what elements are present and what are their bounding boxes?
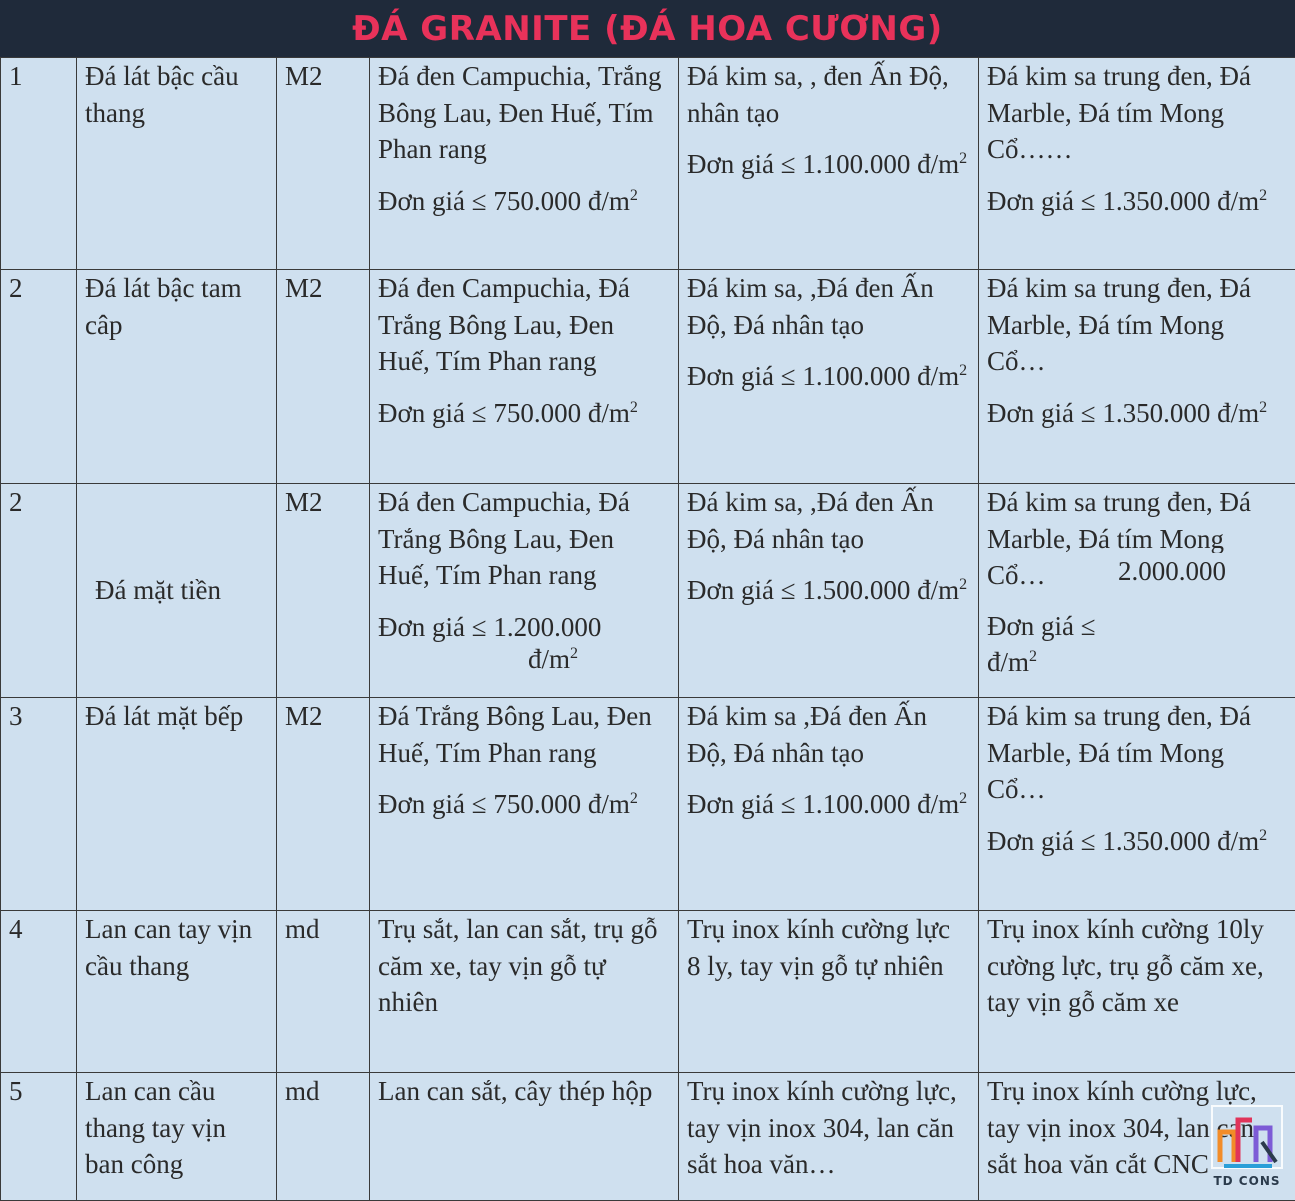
option-c-cell — [979, 484, 1295, 698]
option-price: Đơn giá ≤ 750.000 $đ/m^2$ — [378, 183, 670, 220]
option-desc: Đá kim sa, , đen Ấn Độ, nhân tạo — [687, 58, 970, 131]
option-b-cell — [679, 698, 979, 911]
option-desc: Đá kim sa trung đen, Đá Marble, Đá tím Mong Cổ… — [987, 698, 1287, 808]
option-price: Đơn giá ≤ 1.350.000 $đ/m^2$ — [987, 823, 1287, 860]
option-price: Đơn giá ≤ 1.350.000 $đ/m^2$ — [987, 395, 1287, 432]
option-desc: Đá kim sa trung đen, Đá Marble, Đá tím Mong Cổ… — [987, 484, 1287, 594]
option-a-cell — [370, 270, 679, 484]
item-name: Đá lát bậc cầu thang — [77, 58, 277, 270]
title-bar — [0, 0, 1295, 57]
option-a-cell — [370, 58, 679, 270]
unit-cell: md — [277, 911, 370, 1073]
unit-cell: M2 — [277, 484, 370, 698]
item-name: Đá lát mặt bếp — [77, 698, 277, 911]
unit-cell: md — [277, 1073, 370, 1201]
table-row — [1, 484, 1295, 698]
td-cons-logo-icon — [1210, 1102, 1284, 1174]
option-price: Đơn giá ≤ 1.200.000 — [378, 609, 670, 646]
option-price: Đơn giá ≤ 750.000 $đ/m^2$ — [378, 786, 670, 823]
option-desc: Trụ inox kính cường lực 8 ly, tay vịn gỗ tự nhiên — [687, 911, 970, 984]
option-price-unit: $đ/m^2$ — [378, 641, 670, 678]
item-name: Đá mặt tiền — [77, 484, 277, 698]
option-price: Đơn giá ≤ 750.000 $đ/m^2$ — [378, 395, 670, 432]
row-number: 2 — [1, 270, 77, 484]
option-b-cell — [679, 58, 979, 270]
price-table — [0, 57, 1295, 1201]
option-desc: Trụ inox kính cường lực, tay vịn inox 304, lan can sắt hoa văn cắt CNC — [987, 1073, 1287, 1183]
option-desc: Lan can sắt, cây thép hộp — [378, 1073, 670, 1110]
option-desc: Đá đen Campuchia, Đá Trắng Bông Lau, Đen Huế, Tím Phan rang — [378, 270, 670, 380]
option-desc: Trụ inox kính cường 10ly cường lực, trụ gỗ căm xe, tay vịn gỗ căm xe — [987, 911, 1287, 1021]
option-price: Đơn giá ≤ 1.100.000 $đ/m^2$ — [687, 358, 970, 395]
table-row — [1, 58, 1295, 270]
option-desc: Đá đen Campuchia, Trắng Bông Lau, Đen Huế, Tím Phan rang — [378, 58, 670, 168]
option-price-unit: $đ/m^2$ — [987, 644, 1287, 681]
row-number: 1 — [1, 58, 77, 270]
option-desc: Trụ inox kính cường lực, tay vịn inox 304, lan căn sắt hoa văn… — [687, 1073, 970, 1183]
option-desc: Trụ sắt, lan can sắt, trụ gỗ căm xe, tay vịn gỗ tự nhiên — [378, 911, 670, 1021]
table-row — [1, 698, 1295, 911]
td-cons-logo — [1207, 1102, 1287, 1190]
option-price: Đơn giá ≤ 1.350.000 $đ/m^2$ — [987, 183, 1287, 220]
option-desc: Đá kim sa trung đen, Đá Marble, Đá tím Mong Cổ… — [987, 270, 1287, 380]
table-row — [1, 270, 1295, 484]
option-desc: Đá đen Campuchia, Đá Trắng Bông Lau, Đen Huế, Tím Phan rang — [378, 484, 670, 594]
page-title: ĐÁ GRANITE (ĐÁ HOA CƯƠNG) — [352, 9, 943, 49]
logo-text: TD CONS — [1213, 1174, 1280, 1188]
table-row — [1, 1073, 1295, 1201]
row-number: 3 — [1, 698, 77, 911]
option-desc: Đá kim sa trung đen, Đá Marble, Đá tím Mong Cổ…… — [987, 58, 1287, 168]
option-price: Đơn giá ≤ 1.100.000 $đ/m^2$ — [687, 786, 970, 823]
option-c-cell — [979, 911, 1295, 1073]
option-b-cell — [679, 1073, 979, 1201]
unit-cell: M2 — [277, 698, 370, 911]
option-c-cell — [979, 270, 1295, 484]
option-desc: Đá kim sa, ,Đá đen Ấn Độ, Đá nhân tạo — [687, 270, 970, 343]
option-a-cell — [370, 1073, 679, 1201]
option-c-cell — [979, 58, 1295, 270]
option-price-value: 2.000.000 — [1114, 553, 1226, 590]
item-name: Lan can cầu thang tay vịn ban công — [77, 1073, 277, 1201]
option-desc: Đá Trắng Bông Lau, Đen Huế, Tím Phan rang — [378, 698, 670, 771]
option-desc: Đá kim sa, ,Đá đen Ấn Độ, Đá nhân tạo — [687, 484, 970, 557]
option-desc: Đá kim sa ,Đá đen Ấn Độ, Đá nhân tạo — [687, 698, 970, 771]
option-price: Đơn giá ≤ — [987, 608, 1287, 645]
option-b-cell — [679, 484, 979, 698]
option-a-cell — [370, 484, 679, 698]
item-name: Đá lát bậc tam câp — [77, 270, 277, 484]
unit-cell: M2 — [277, 270, 370, 484]
table-row — [1, 911, 1295, 1073]
option-b-cell — [679, 911, 979, 1073]
option-b-cell — [679, 270, 979, 484]
option-c-cell — [979, 698, 1295, 911]
option-price: Đơn giá ≤ 1.100.000 $đ/m^2$ — [687, 146, 970, 183]
row-number: 2 — [1, 484, 77, 698]
item-name: Lan can tay vịn cầu thang — [77, 911, 277, 1073]
row-number: 5 — [1, 1073, 77, 1201]
row-number: 4 — [1, 911, 77, 1073]
option-a-cell — [370, 698, 679, 911]
option-a-cell — [370, 911, 679, 1073]
option-price: Đơn giá ≤ 1.500.000 $đ/m^2$ — [687, 572, 970, 609]
unit-cell: M2 — [277, 58, 370, 270]
